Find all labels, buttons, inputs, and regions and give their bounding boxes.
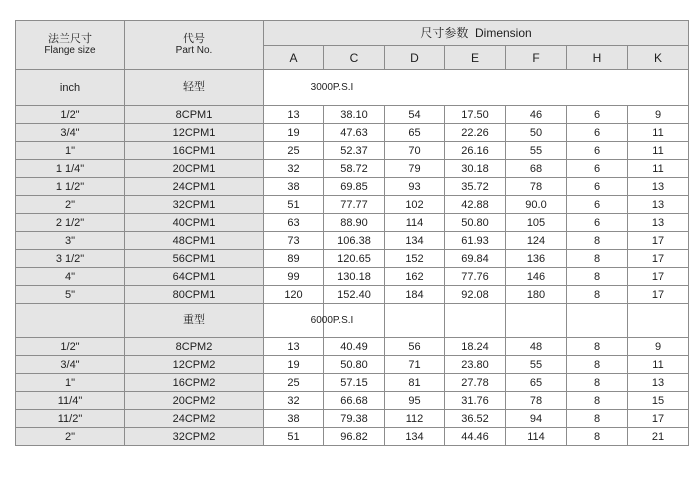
- column-header-a: A: [264, 46, 324, 70]
- dimension-cell-c: 47.63: [324, 124, 385, 142]
- column-header-c: C: [324, 46, 385, 70]
- dimension-cell-f: 78: [506, 392, 567, 410]
- flange-size-cell: 11/2": [16, 410, 125, 428]
- dimension-cell-k: 11: [628, 160, 689, 178]
- flange-size-cell: 5": [16, 286, 125, 304]
- table-row: [16, 214, 689, 232]
- part-no-cell: 56CPM1: [125, 250, 264, 268]
- dimension-cell-h: 8: [567, 268, 628, 286]
- dimension-cell-c: 79.38: [324, 410, 385, 428]
- dimension-cell-h: 8: [567, 232, 628, 250]
- part-no-cell: 64CPM1: [125, 268, 264, 286]
- dimension-cell-h: 6: [567, 142, 628, 160]
- dimension-cell-h: 8: [567, 356, 628, 374]
- part-no-cell: 20CPM1: [125, 160, 264, 178]
- section-blank: [445, 304, 506, 338]
- flange-size-cell: 1/2": [16, 106, 125, 124]
- dimension-cell-k: 11: [628, 124, 689, 142]
- dimension-cell-d: 81: [385, 374, 445, 392]
- dimension-cell-f: 146: [506, 268, 567, 286]
- part-no-cell: 80CPM1: [125, 286, 264, 304]
- dimension-cell-e: 50.80: [445, 214, 506, 232]
- part-no-zh: 代号: [183, 33, 205, 45]
- dimension-cell-e: 61.93: [445, 232, 506, 250]
- flange-size-cell: 1": [16, 142, 125, 160]
- section-header-row: [16, 70, 689, 106]
- table-row: [16, 124, 689, 142]
- dimension-cell-a: 120: [264, 286, 324, 304]
- section-title-en: 6000P.S.I: [310, 315, 354, 326]
- dimension-cell-f: 78: [506, 178, 567, 196]
- dimension-cell-h: 6: [567, 160, 628, 178]
- dimension-cell-k: 17: [628, 286, 689, 304]
- section-title-en: 3000P.S.I: [310, 82, 354, 93]
- dimension-cell-k: 21: [628, 428, 689, 446]
- dimension-cell-c: 50.80: [324, 356, 385, 374]
- dimension-cell-a: 32: [264, 392, 324, 410]
- table-row: [16, 160, 689, 178]
- dimension-cell-a: 51: [264, 428, 324, 446]
- dimension-cell-k: 13: [628, 374, 689, 392]
- flange-size-cell: 1/2": [16, 338, 125, 356]
- dimension-cell-a: 13: [264, 106, 324, 124]
- dimension-cell-a: 32: [264, 160, 324, 178]
- part-no-cell: 12CPM1: [125, 124, 264, 142]
- flange-size-cell: 11/4": [16, 392, 125, 410]
- dimension-cell-d: 134: [385, 232, 445, 250]
- dimension-cell-f: 50: [506, 124, 567, 142]
- dimension-cell-e: 77.76: [445, 268, 506, 286]
- dimension-cell-k: 17: [628, 268, 689, 286]
- dimension-cell-e: 35.72: [445, 178, 506, 196]
- flange-size-cell: 1 1/2": [16, 178, 125, 196]
- dimension-cell-c: 69.85: [324, 178, 385, 196]
- table-row: [16, 428, 689, 446]
- dimension-cell-k: 17: [628, 410, 689, 428]
- part-no-cell: 8CPM1: [125, 106, 264, 124]
- dimension-cell-a: 73: [264, 232, 324, 250]
- table-row: [16, 232, 689, 250]
- dimension-cell-a: 13: [264, 338, 324, 356]
- dimension-header: 尺寸参数 Dimension: [264, 21, 689, 46]
- dimension-cell-d: 95: [385, 392, 445, 410]
- column-header-h: H: [567, 46, 628, 70]
- table-row: [16, 392, 689, 410]
- flange-size-cell: 3 1/2": [16, 250, 125, 268]
- dimension-cell-f: 68: [506, 160, 567, 178]
- dimension-cell-h: 8: [567, 428, 628, 446]
- section-title: [125, 70, 354, 106]
- flange-size-cell: 3/4": [16, 356, 125, 374]
- flange-size-zh: 法兰尺寸: [48, 33, 92, 45]
- part-no-header: [125, 21, 264, 70]
- dimension-cell-f: 136: [506, 250, 567, 268]
- section-title-zh: 轻型: [183, 81, 205, 93]
- dimension-cell-e: 30.18: [445, 160, 506, 178]
- dimension-cell-a: 25: [264, 142, 324, 160]
- table-row: [16, 178, 689, 196]
- dimension-cell-f: 94: [506, 410, 567, 428]
- dimension-cell-e: 18.24: [445, 338, 506, 356]
- dimension-cell-d: 162: [385, 268, 445, 286]
- dimension-cell-h: 8: [567, 286, 628, 304]
- table-row: [16, 142, 689, 160]
- column-header-d: D: [385, 46, 445, 70]
- column-header-f: F: [506, 46, 567, 70]
- dimension-cell-a: 38: [264, 410, 324, 428]
- flange-dimension-table: [15, 20, 689, 446]
- dimension-cell-a: 51: [264, 196, 324, 214]
- part-no-cell: 48CPM1: [125, 232, 264, 250]
- dimension-cell-d: 54: [385, 106, 445, 124]
- dimension-cell-c: 96.82: [324, 428, 385, 446]
- dimension-cell-a: 19: [264, 124, 324, 142]
- dimension-cell-f: 55: [506, 356, 567, 374]
- table-row: [16, 338, 689, 356]
- dimension-cell-f: 46: [506, 106, 567, 124]
- dimension-cell-d: 79: [385, 160, 445, 178]
- dimension-cell-d: 152: [385, 250, 445, 268]
- flange-size-cell: 2": [16, 428, 125, 446]
- dimension-cell-e: 17.50: [445, 106, 506, 124]
- dimension-cell-d: 102: [385, 196, 445, 214]
- dimension-cell-k: 9: [628, 106, 689, 124]
- table-row: [16, 410, 689, 428]
- dimension-cell-d: 65: [385, 124, 445, 142]
- table-row: [16, 356, 689, 374]
- section-header-row: [16, 304, 689, 338]
- flange-size-cell: 3/4": [16, 124, 125, 142]
- dimension-cell-a: 63: [264, 214, 324, 232]
- flange-size-cell: 4": [16, 268, 125, 286]
- dimension-cell-d: 56: [385, 338, 445, 356]
- part-no-cell: 20CPM2: [125, 392, 264, 410]
- section-blank: [628, 304, 689, 338]
- dimension-cell-c: 40.49: [324, 338, 385, 356]
- dimension-cell-d: 114: [385, 214, 445, 232]
- dimension-cell-a: 25: [264, 374, 324, 392]
- dimension-cell-e: 69.84: [445, 250, 506, 268]
- table-row: [16, 286, 689, 304]
- dimension-cell-e: 44.46: [445, 428, 506, 446]
- part-no-cell: 12CPM2: [125, 356, 264, 374]
- part-no-cell: 8CPM2: [125, 338, 264, 356]
- dimension-cell-c: 52.37: [324, 142, 385, 160]
- table-row: [16, 196, 689, 214]
- dimension-cell-c: 77.77: [324, 196, 385, 214]
- dimension-cell-k: 17: [628, 232, 689, 250]
- table-row: [16, 106, 689, 124]
- dimension-cell-d: 93: [385, 178, 445, 196]
- flange-size-cell: 1 1/4": [16, 160, 125, 178]
- flange-size-cell: 2 1/2": [16, 214, 125, 232]
- dimension-cell-k: 17: [628, 250, 689, 268]
- dimension-cell-k: 13: [628, 214, 689, 232]
- dimension-cell-e: 27.78: [445, 374, 506, 392]
- dimension-cell-f: 124: [506, 232, 567, 250]
- dimension-cell-c: 120.65: [324, 250, 385, 268]
- dimension-cell-h: 6: [567, 196, 628, 214]
- section-blank: [567, 304, 628, 338]
- dimension-cell-h: 6: [567, 178, 628, 196]
- part-no-cell: 24CPM1: [125, 178, 264, 196]
- dimension-cell-d: 134: [385, 428, 445, 446]
- flange-size-cell: 2": [16, 196, 125, 214]
- dimension-cell-e: 31.76: [445, 392, 506, 410]
- unit-label: inch: [16, 70, 125, 106]
- dimension-cell-h: 8: [567, 410, 628, 428]
- table-row: [16, 268, 689, 286]
- dimension-cell-c: 106.38: [324, 232, 385, 250]
- column-header-k: K: [628, 46, 689, 70]
- dimension-cell-e: 23.80: [445, 356, 506, 374]
- dimension-cell-f: 114: [506, 428, 567, 446]
- dimension-cell-c: 130.18: [324, 268, 385, 286]
- dimension-cell-k: 11: [628, 142, 689, 160]
- dimension-cell-h: 6: [567, 106, 628, 124]
- dimension-cell-c: 152.40: [324, 286, 385, 304]
- flange-size-cell: 3": [16, 232, 125, 250]
- flange-size-header: [16, 21, 125, 70]
- part-no-cell: 24CPM2: [125, 410, 264, 428]
- dimension-cell-d: 70: [385, 142, 445, 160]
- dimension-cell-c: 57.15: [324, 374, 385, 392]
- section-blank: [506, 304, 567, 338]
- unit-label: [16, 304, 125, 338]
- part-no-cell: 32CPM2: [125, 428, 264, 446]
- dimension-cell-k: 13: [628, 178, 689, 196]
- part-no-cell: 32CPM1: [125, 196, 264, 214]
- flange-size-cell: 1": [16, 374, 125, 392]
- dimension-cell-e: 36.52: [445, 410, 506, 428]
- dimension-cell-a: 89: [264, 250, 324, 268]
- dimension-cell-f: 90.0: [506, 196, 567, 214]
- dimension-cell-f: 105: [506, 214, 567, 232]
- dimension-cell-k: 13: [628, 196, 689, 214]
- dimension-cell-c: 88.90: [324, 214, 385, 232]
- dimension-cell-e: 26.16: [445, 142, 506, 160]
- dimension-cell-k: 9: [628, 338, 689, 356]
- dimension-cell-e: 92.08: [445, 286, 506, 304]
- dimension-cell-e: 42.88: [445, 196, 506, 214]
- dimension-cell-c: 66.68: [324, 392, 385, 410]
- dimension-cell-d: 112: [385, 410, 445, 428]
- dimension-cell-h: 8: [567, 374, 628, 392]
- part-no-cell: 16CPM1: [125, 142, 264, 160]
- flange-size-en: Flange size: [44, 45, 96, 56]
- dimension-cell-h: 6: [567, 214, 628, 232]
- dimension-cell-e: 22.26: [445, 124, 506, 142]
- table-row: [16, 374, 689, 392]
- dimension-cell-d: 184: [385, 286, 445, 304]
- dimension-cell-f: 48: [506, 338, 567, 356]
- dimension-cell-a: 19: [264, 356, 324, 374]
- part-no-cell: 16CPM2: [125, 374, 264, 392]
- dimension-cell-f: 65: [506, 374, 567, 392]
- dimension-cell-h: 8: [567, 250, 628, 268]
- dimension-cell-k: 15: [628, 392, 689, 410]
- dimension-cell-h: 8: [567, 392, 628, 410]
- section-title: [125, 304, 354, 338]
- column-header-e: E: [445, 46, 506, 70]
- part-no-en: Part No.: [175, 45, 213, 56]
- dimension-cell-f: 55: [506, 142, 567, 160]
- dimension-cell-k: 11: [628, 356, 689, 374]
- dimension-cell-f: 180: [506, 286, 567, 304]
- dimension-cell-h: 8: [567, 338, 628, 356]
- section-title-zh: 重型: [183, 314, 205, 326]
- dimension-cell-a: 38: [264, 178, 324, 196]
- part-no-cell: 40CPM1: [125, 214, 264, 232]
- dimension-cell-h: 6: [567, 124, 628, 142]
- dimension-cell-c: 58.72: [324, 160, 385, 178]
- dimension-cell-d: 71: [385, 356, 445, 374]
- table-row: [16, 250, 689, 268]
- dimension-cell-c: 38.10: [324, 106, 385, 124]
- dimension-cell-a: 99: [264, 268, 324, 286]
